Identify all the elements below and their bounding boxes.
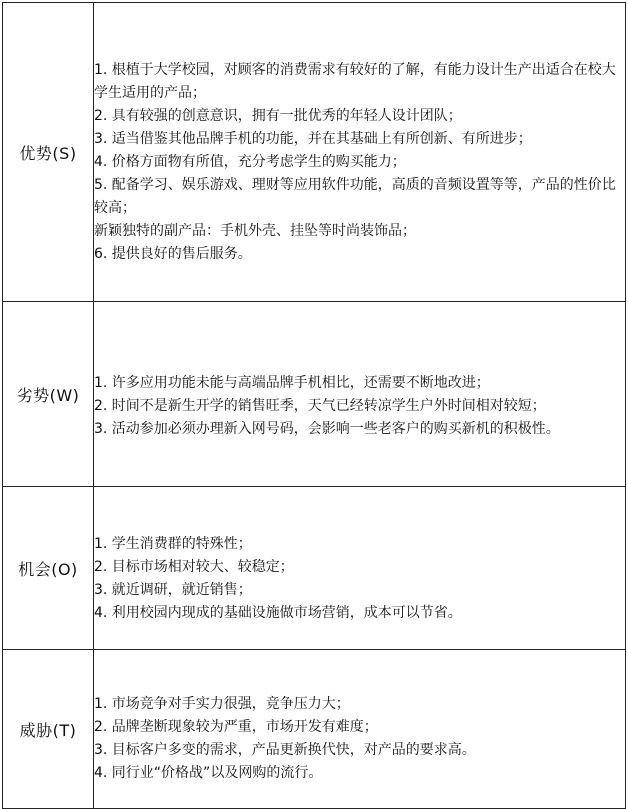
swot-table	[2, 2, 626, 809]
strengths-item: 6. 提供良好的售后服务。	[94, 245, 252, 262]
opportunities-content	[94, 487, 626, 650]
threats-item: 1. 市场竞争对手实力很强，竞争压力大；	[94, 696, 350, 712]
opportunities-item: 2. 目标市场相对较大、较稳定；	[94, 559, 294, 575]
strengths-content	[94, 3, 626, 302]
strengths-row	[3, 3, 626, 302]
opportunities-item: 1. 学生消费群的特殊性；	[94, 536, 252, 552]
threats-item: 4. 同行业“价格战”以及网购的流行。	[94, 765, 323, 781]
strengths-item: 5. 配备学习、娱乐游戏、理财等应用软件功能，高质的音频设置等等，产品的性价比较高；	[94, 176, 616, 216]
strengths-item: 新颖独特的副产品：手机外壳、挂坠等时尚装饰品；	[94, 222, 416, 239]
weaknesses-item: 3. 活动参加必须办理新入网号码，会影响一些老客户的购买新机的积极性。	[94, 420, 560, 437]
threats-row	[3, 650, 626, 809]
weaknesses-content	[94, 302, 626, 487]
opportunities-label: 机会(O)	[3, 487, 94, 650]
strengths-item: 3. 适当借鉴其他品牌手机的功能，并在其基础上有所创新、有所进步；	[94, 130, 532, 147]
opportunities-row	[3, 487, 626, 650]
weaknesses-item: 2. 时间不是新生开学的销售旺季，天气已经转凉学生户外时间相对较短；	[94, 397, 546, 414]
weaknesses-item: 1. 许多应用功能未能与高端品牌手机相比，还需要不断地改进；	[94, 374, 490, 391]
strengths-item: 1. 根植于大学校园，对顾客的消费需求有较好的了解，有能力设计生产出适合在校大学生适用的产品；	[94, 61, 616, 101]
threats-item: 2. 品牌垄断现象较为严重，市场开发有难度；	[94, 719, 378, 735]
weaknesses-row	[3, 302, 626, 487]
threats-content	[94, 650, 626, 809]
threats-item: 3. 目标客户多变的需求，产品更新换代快，对产品的要求高。	[94, 742, 476, 758]
threats-label: 威胁(T)	[3, 650, 94, 809]
strengths-item: 2. 具有较强的创意意识，拥有一批优秀的年轻人设计团队；	[94, 107, 462, 124]
strengths-item: 4. 价格方面物有所值，充分考虑学生的购买能力；	[94, 153, 406, 170]
strengths-label: 优势(S)	[3, 3, 94, 302]
weaknesses-label: 劣势(W)	[3, 302, 94, 487]
opportunities-item: 4. 利用校园内现成的基础设施做市场营销，成本可以节省。	[94, 605, 462, 621]
opportunities-item: 3. 就近调研，就近销售；	[94, 582, 252, 598]
